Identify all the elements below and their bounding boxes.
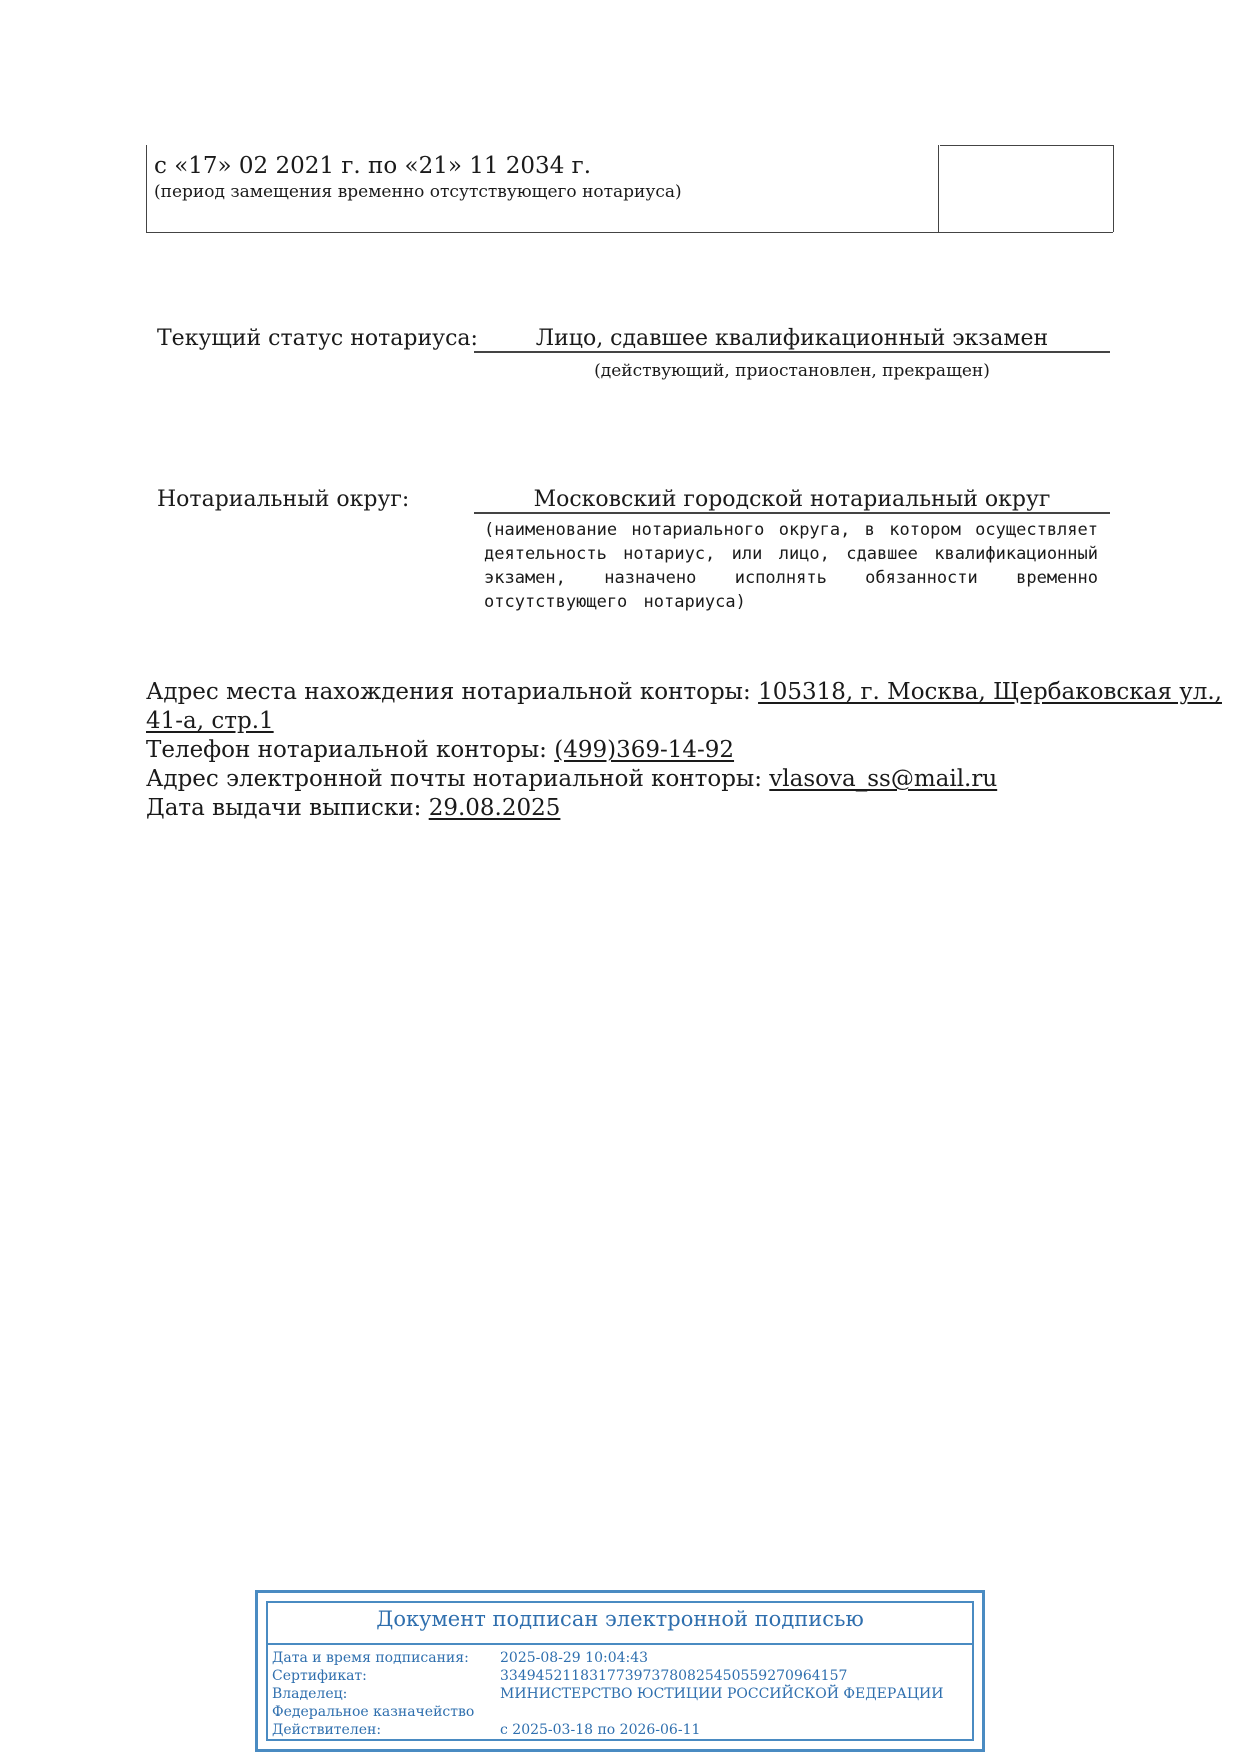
district-value: Московский городской нотариальный округ <box>474 487 1110 514</box>
signature-stamp-value: 334945211831773973780825450559270964157 <box>500 1668 848 1684</box>
office-email-label: Адрес электронной почты нотариальной конторы: <box>146 766 762 792</box>
office-phone-line <box>146 736 1106 765</box>
signature-stamp-rows <box>272 1649 968 1739</box>
signature-stamp-key: Действителен: <box>272 1722 382 1738</box>
signature-stamp-value: МИНИСТЕРСТВО ЮСТИЦИИ РОССИЙСКОЙ ФЕДЕРАЦИИ <box>500 1686 944 1702</box>
office-address-value: 105318, г. Москва, Щербаковская ул., <box>758 679 1222 705</box>
signature-stamp-value <box>500 1703 968 1721</box>
period-cell <box>147 145 939 232</box>
status-hint: (действующий, приостановлен, прекращен) <box>594 361 990 381</box>
office-email-value[interactable]: vlasova_ss@mail.ru <box>769 766 998 792</box>
signature-stamp-row <box>272 1667 968 1685</box>
district-hint-line: (наименование нотариального округа, в котором осуществляет <box>484 520 1098 540</box>
district-label: Нотариальный округ: <box>157 487 410 512</box>
status-value: Лицо, сдавшее квалификационный экзамен <box>474 326 1110 353</box>
office-phone-label: Телефон нотариальной конторы: <box>146 737 547 763</box>
status-label: Текущий статус нотариуса: <box>157 326 478 351</box>
signature-stamp-row <box>272 1703 968 1721</box>
office-address-line <box>146 678 1222 707</box>
signature-stamp-key: Федеральное казначейство <box>272 1704 475 1720</box>
office-phone-value: (499)369-14-92 <box>554 737 735 763</box>
period-dates: с «17» 02 2021 г. по «21» 11 2034 г. <box>154 153 591 179</box>
issue-date-value: 29.08.2025 <box>428 795 561 821</box>
signature-stamp-row <box>272 1721 968 1739</box>
signature-stamp-key: Сертификат: <box>272 1668 367 1684</box>
signature-stamp <box>255 1590 985 1752</box>
signature-stamp-row <box>272 1649 968 1667</box>
signature-stamp-row <box>272 1685 968 1703</box>
signature-stamp-inner <box>266 1601 974 1741</box>
period-table <box>146 145 1113 233</box>
signature-stamp-value: 2025-08-29 10:04:43 <box>500 1650 649 1666</box>
office-address-value-cont: 41-а, стр.1 <box>146 708 274 734</box>
signature-stamp-divider <box>268 1643 972 1645</box>
office-address-label: Адрес места нахождения нотариальной конторы: <box>146 679 751 705</box>
signature-stamp-key: Владелец: <box>272 1686 348 1702</box>
office-info <box>146 678 1222 823</box>
district-hint-line: отсутствующего нотариуса) <box>484 592 746 612</box>
signature-stamp-key: Дата и время подписания: <box>272 1650 469 1666</box>
signature-stamp-value: с 2025-03-18 по 2026-06-11 <box>500 1722 701 1738</box>
signature-stamp-title: Документ подписан электронной подписью <box>376 1607 864 1631</box>
district-hint <box>484 518 1098 614</box>
issue-date-line <box>146 794 1106 823</box>
period-note: (период замещения временно отсутствующего нотариуса) <box>154 182 682 202</box>
office-email-line <box>146 765 1106 794</box>
office-address-line-2 <box>146 707 1106 736</box>
issue-date-label: Дата выдачи выписки: <box>146 795 422 821</box>
period-empty-cell <box>940 145 1114 232</box>
district-hint-line: экзамен, назначено исполнять обязанности временно <box>484 568 1098 588</box>
district-hint-line: деятельность нотариус, или лицо, сдавшее квалификационный <box>484 544 1098 564</box>
